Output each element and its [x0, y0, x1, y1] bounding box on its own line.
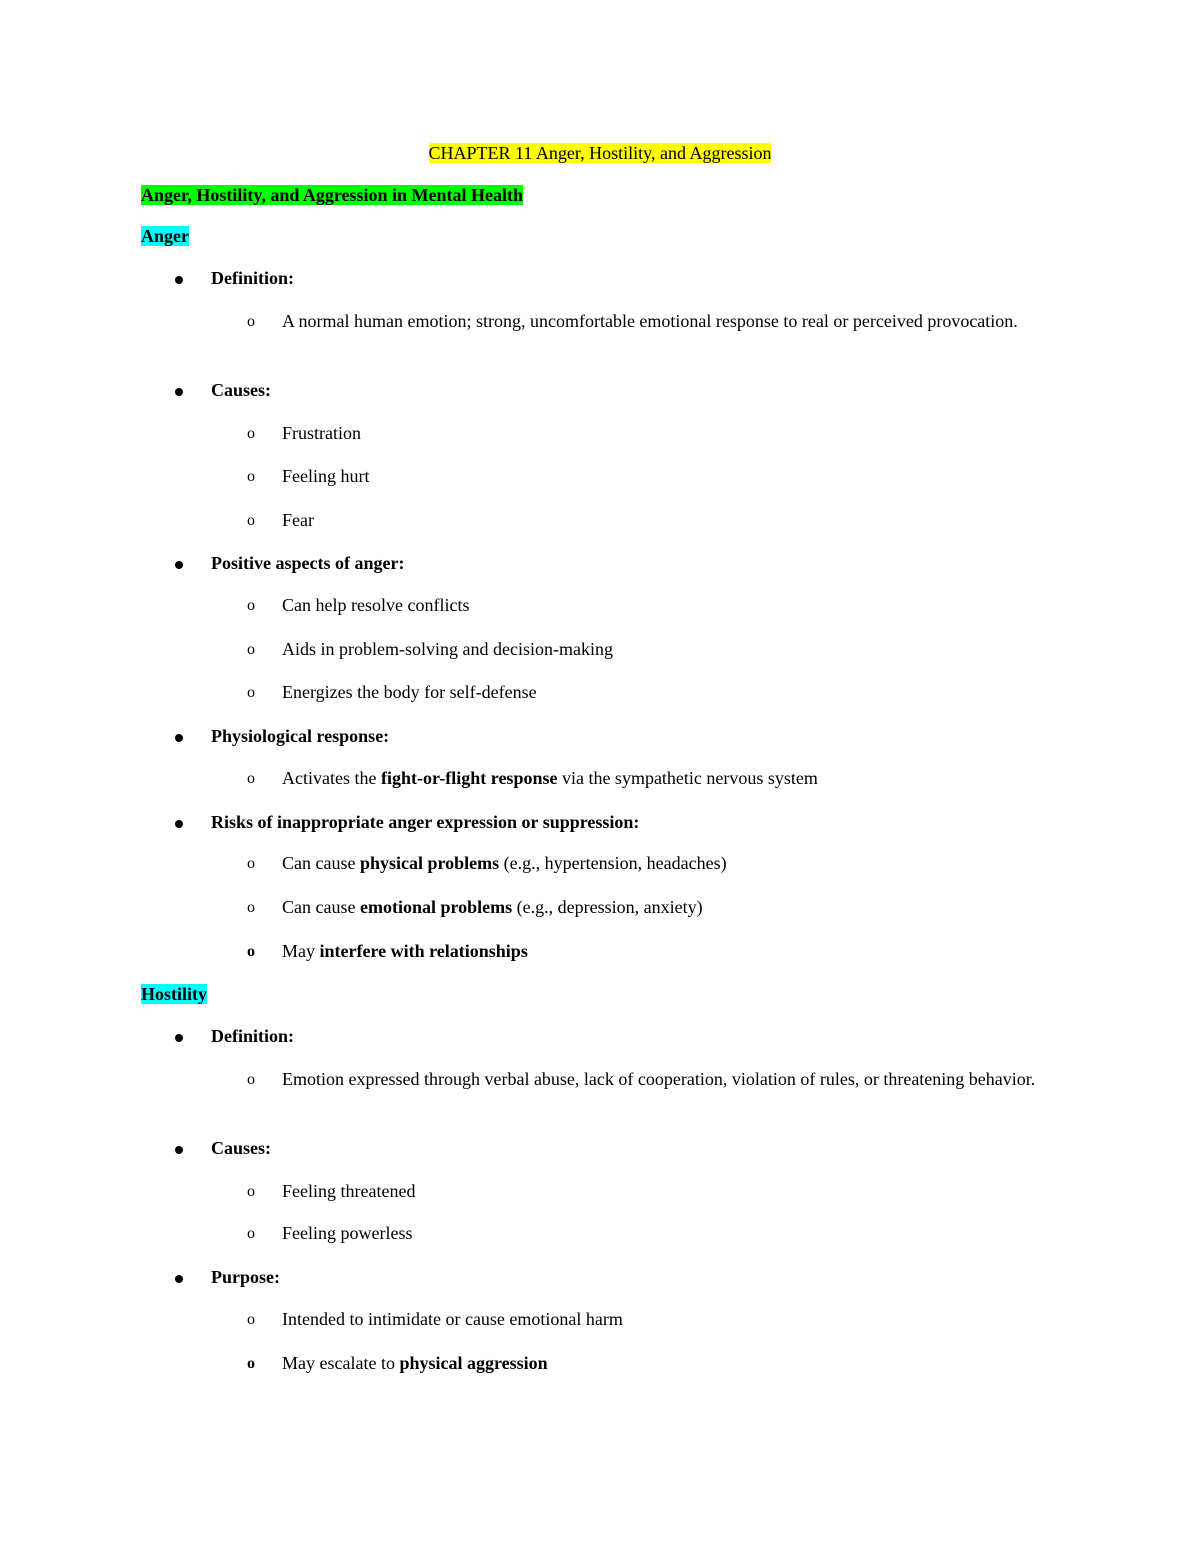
sub-item-text: Intended to intimidate or cause emotional harm [282, 1309, 623, 1329]
sub-item-text: Can cause physical problems (e.g., hypertension, headaches) [282, 853, 727, 873]
sub-item-text: Activates the fight-or-flight response via the sympathetic nervous system [282, 768, 818, 788]
sub-item-text: Frustration [282, 423, 361, 443]
bullet-icon [175, 276, 183, 284]
sub-item-text: Feeling threatened [282, 1181, 416, 1201]
sub-bullet-icon: o [247, 855, 255, 872]
bullet-label: Risks of inappropriate anger expression or suppression: [211, 812, 640, 832]
sub-bullet-icon: o [247, 468, 255, 485]
sub-bullet-icon: o [247, 512, 255, 529]
sub-bullet-icon: o [247, 899, 255, 916]
bullet-label: Purpose: [211, 1267, 280, 1287]
bullet-label: Causes: [211, 380, 272, 400]
chapter-title-text: CHAPTER 11 Anger, Hostility, and Aggression [428, 143, 772, 163]
bullet-label: Definition: [211, 1026, 294, 1046]
sub-item-text: Can help resolve conflicts [282, 595, 470, 615]
sub-bullet-icon: o [247, 770, 255, 787]
bullet-label: Physiological response: [211, 726, 390, 746]
anger-heading [141, 223, 189, 249]
sub-item-text: Can cause emotional problems (e.g., depression, anxiety) [282, 897, 703, 917]
sub-bullet-icon: o [247, 641, 255, 658]
sub-bullet-icon: o [247, 425, 255, 442]
sub-item-text: Fear [282, 510, 314, 530]
sub-bullet-icon: o [247, 313, 255, 330]
sub-item-text: A normal human emotion; strong, uncomfortable emotional response to real or perceived provocation. [282, 311, 1018, 331]
bullet-icon [175, 1146, 183, 1154]
sub-item-text: Energizes the body for self-defense [282, 682, 537, 702]
sub-bullet-icon: o [247, 1355, 255, 1372]
bullet-icon [175, 820, 183, 828]
hostility-heading [141, 981, 207, 1007]
bullet-icon [175, 1275, 183, 1283]
bullet-icon [175, 388, 183, 396]
sub-item-text: May interfere with relationships [282, 941, 528, 961]
bullet-icon [175, 734, 183, 742]
sub-item-text: Aids in problem-solving and decision-making [282, 639, 613, 659]
sub-item-text: May escalate to physical aggression [282, 1353, 548, 1373]
bullet-label: Causes: [211, 1138, 272, 1158]
bullet-icon [175, 1034, 183, 1042]
sub-bullet-icon: o [247, 943, 255, 960]
section-heading [141, 182, 523, 208]
sub-item-text: Emotion expressed through verbal abuse, lack of cooperation, violation of rules, or threatening behavior. [282, 1069, 1036, 1089]
bullet-label: Positive aspects of anger: [211, 553, 405, 573]
chapter-title [0, 140, 1200, 166]
hostility-heading-text: Hostility [141, 984, 207, 1004]
sub-bullet-icon: o [247, 1311, 255, 1328]
sub-bullet-icon: o [247, 1071, 255, 1088]
section-heading-text: Anger, Hostility, and Aggression in Mental Health [141, 185, 524, 205]
bullet-icon [175, 561, 183, 569]
bullet-label: Definition: [211, 268, 294, 288]
sub-item-text: Feeling powerless [282, 1223, 413, 1243]
sub-bullet-icon: o [247, 684, 255, 701]
anger-heading-text: Anger [141, 226, 189, 246]
sub-bullet-icon: o [247, 597, 255, 614]
sub-item-text: Feeling hurt [282, 466, 370, 486]
sub-bullet-icon: o [247, 1183, 255, 1200]
sub-bullet-icon: o [247, 1225, 255, 1242]
